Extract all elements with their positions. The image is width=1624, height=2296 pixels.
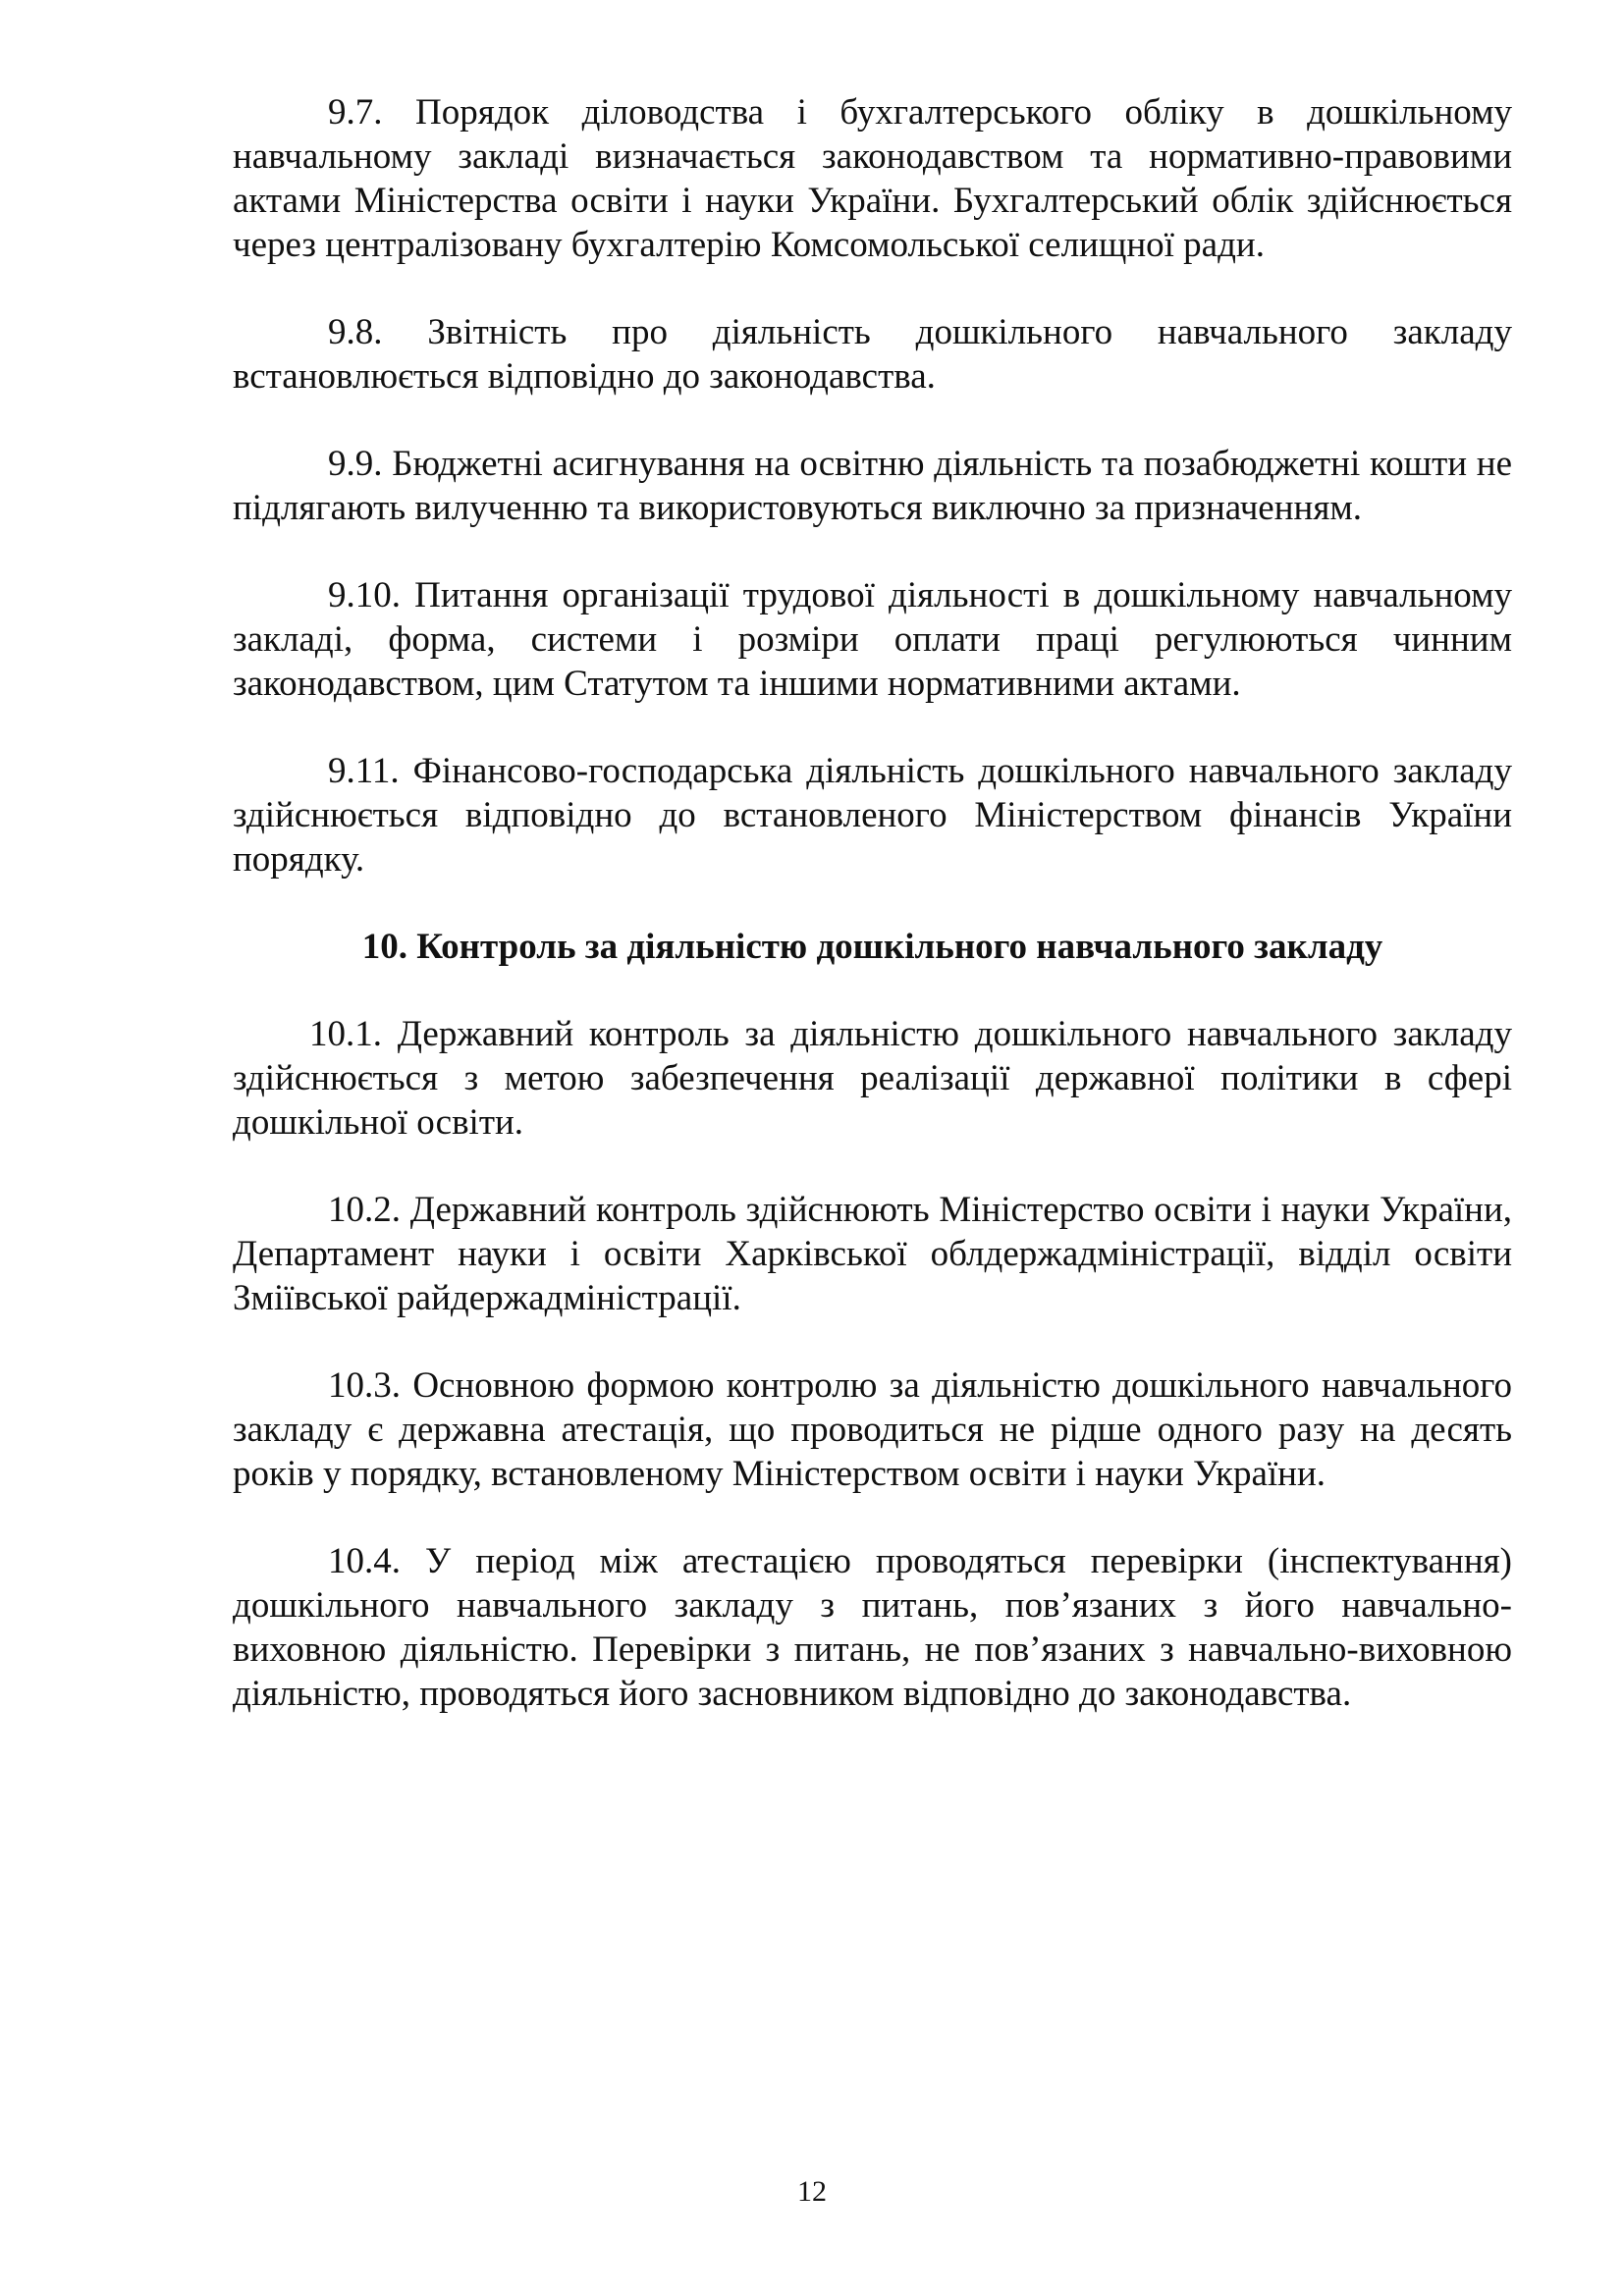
paragraph-9-10: 9.10. Питання організації трудової діяльності в дошкільному навчальному закладі, форма, системи і розміри оплати праці регулюються чинним законодавством, цим Статутом та іншими нормативними актами. [233, 575, 1512, 704]
page-number: 12 [797, 2175, 827, 2208]
document-body [233, 90, 1512, 1759]
paragraph-10-2: 10.2. Державний контроль здійснюють Міністерство освіти і науки України, Департамент науки і освіти Харківської облдержадміністрації, відділ освіти Зміївської райдержадміністрації. [233, 1190, 1512, 1318]
paragraph-9-8: 9.8. Звітність про діяльність дошкільного навчального закладу встановлюється відповідно до законодавства. [233, 312, 1512, 397]
paragraph-10-1: 10.1. Державний контроль за діяльністю дошкільного навчального закладу здійснюється з метою забезпечення реалізації державної політики в сфері дошкільної освіти. [233, 1014, 1512, 1143]
section-heading-10: 10. Контроль за діяльністю дошкільного навчального закладу [361, 927, 1383, 967]
paragraph-9-7: 9.7. Порядок діловодства і бухгалтерського обліку в дошкільному навчальному закладі визначається законодавством та нормативно-правовими актами Міністерства освіти і науки України. Бухгалтерський облік здійснюється через централізовану бухгалтерію Комсомольської селищної ради. [233, 92, 1512, 265]
paragraph-9-9: 9.9. Бюджетні асигнування на освітню діяльність та позабюджетні кошти не підлягають вилученню та використовуються виключно за призначенням. [233, 444, 1512, 528]
paragraph-9-11: 9.11. Фінансово-господарська діяльність дошкільного навчального закладу здійснюється відповідно до встановленого Міністерством фінансів України порядку. [233, 751, 1512, 880]
paragraph-10-3: 10.3. Основною формою контролю за діяльністю дошкільного навчального закладу є державна атестація, що проводиться не рідше одного разу на десять років у порядку, встановленому Міністерством освіти і науки України. [233, 1365, 1512, 1494]
paragraph-10-4: 10.4. У період між атестацією проводяться перевірки (інспектування) дошкільного навчального закладу з питань, пов’язаних з його навчально-виховною діяльністю. Перевірки з питань, не пов’язаних з навчально-виховною діяльністю, проводяться його засновником відповідно до законодавства. [233, 1541, 1512, 1714]
